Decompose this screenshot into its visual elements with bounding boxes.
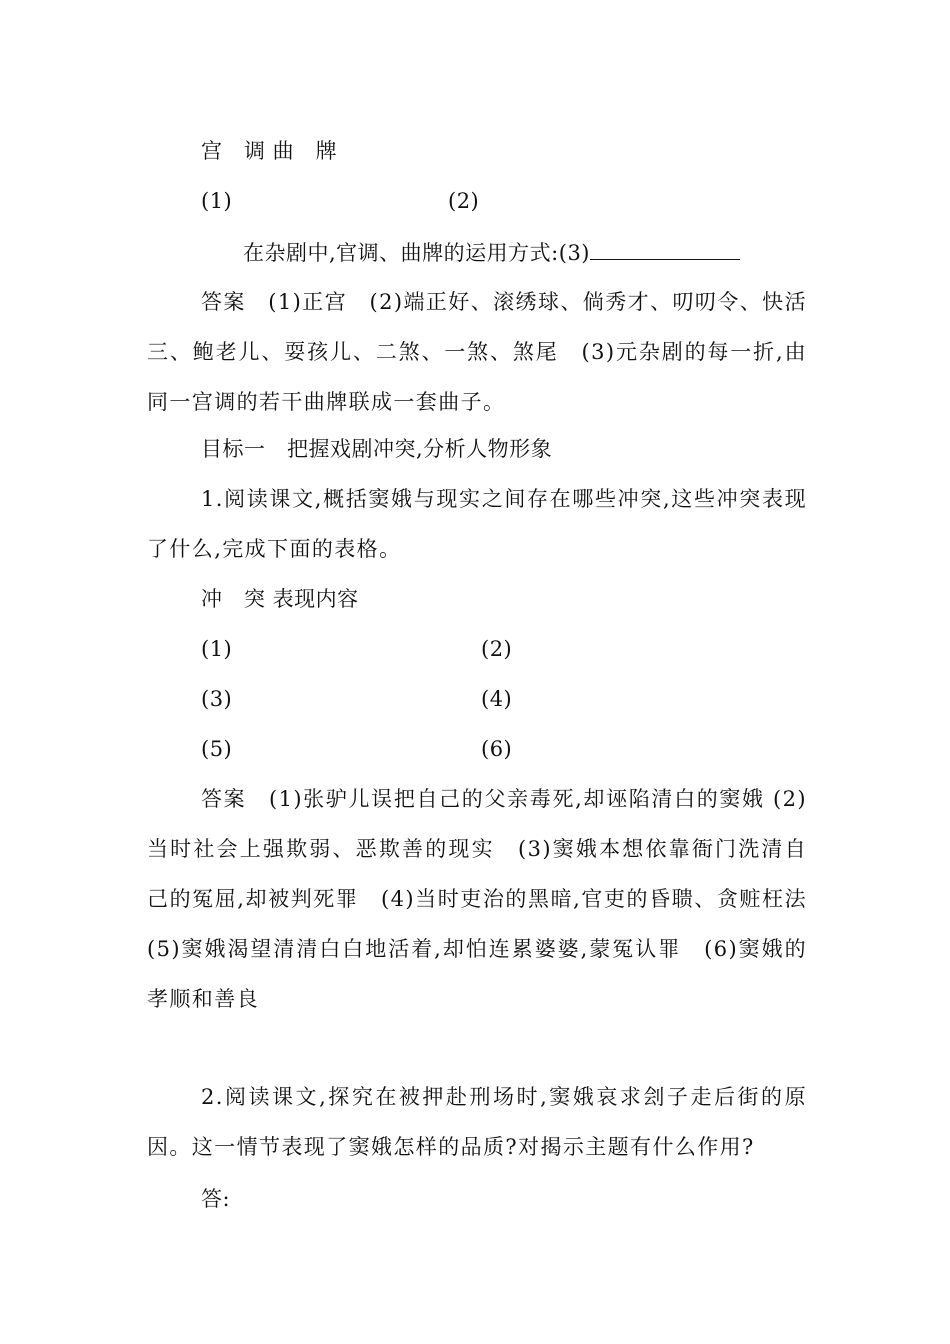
method-prompt: 在杂剧中,官调、曲牌的运用方式:(3): [243, 241, 590, 265]
table1-cell-2: (2): [448, 189, 480, 213]
table2-cell-4: (4): [481, 687, 513, 711]
method-prompt-line: [243, 237, 740, 268]
question-1-paragraph: 1.阅读课文,概括窦娥与现实之间存在哪些冲突,这些冲突表现了什么,完成下面的表格。: [147, 487, 807, 561]
goal-1-heading: 目标一 把握戏剧冲突,分析人物形象: [201, 437, 553, 461]
table1-header: 宫 调 曲 牌: [201, 139, 338, 163]
answer-label: 答:: [201, 1187, 231, 1211]
answer-blank[interactable]: [590, 237, 740, 260]
question-2-paragraph: 2.阅读课文,探究在被押赴刑场时,窦娥哀求刽子走后街的原因。这一情节表现了窦娥怎样的品质?对揭示主题有什么作用?: [147, 1085, 807, 1159]
table2-cell-2: (2): [481, 637, 513, 661]
table2-header: 冲 突 表现内容: [201, 587, 359, 611]
table2-cell-1: (1): [201, 637, 233, 661]
answer-2-paragraph: 答案 (1)张驴儿误把自己的父亲毒死,却诬陷清白的窦娥 (2)当时社会上强欺弱、恶欺善的现实 (3)窦娥本想依靠衙门洗清自己的冤屈,却被判死罪 (4)当时吏治的黑暗,官吏的昏聩、贪赃枉法 (5)窦娥渴望清清白白地活着,却怕连累婆婆,蒙冤认罪 (6)窦娥的孝顺和善良: [147, 787, 830, 1011]
table2-cell-3: (3): [201, 687, 233, 711]
table1-cell-1: (1): [201, 189, 233, 213]
table2-cell-6: (6): [481, 737, 513, 761]
table2-cell-5: (5): [201, 737, 233, 761]
answer-1-paragraph: 答案 (1)正宫 (2)端正好、滚绣球、倘秀才、叨叨令、快活三、鲍老儿、耍孩儿、二煞、一煞、煞尾 (3)元杂剧的每一折,由同一宫调的若干曲牌联成一套曲子。: [147, 290, 807, 414]
